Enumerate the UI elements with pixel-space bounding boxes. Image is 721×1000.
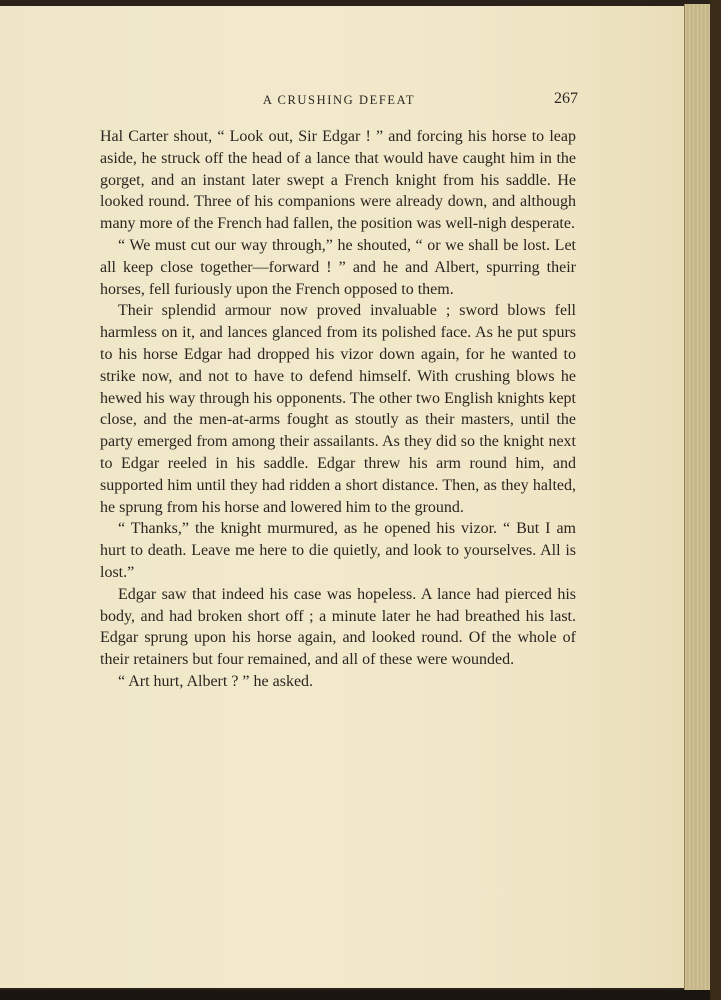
- paragraph-6: “ Art hurt, Albert ? ” he asked.: [118, 672, 314, 690]
- page-header: [100, 90, 578, 110]
- paragraph-2: “ We must cut our way through,” he shouted, “ or we shall be lost. Let all keep close together—forward ! ” and he and Albert, spurring their horses, fell furiously upon the French opposed to them.: [100, 236, 576, 298]
- paragraph-5: Edgar saw that indeed his case was hopeless. A lance had pierced his body, and had broken short off ; a minute later he had breathed his last. Edgar sprung upon his horse again, and looked round. Of the whole of their retainers but four remained, and all of these were wounded.: [100, 585, 576, 669]
- body-text: [100, 126, 576, 693]
- book-cover-edge: [710, 0, 721, 1000]
- page-edges: [684, 4, 711, 990]
- paragraph-1: Hal Carter shout, “ Look out, Sir Edgar ! ” and forcing his horse to leap aside, he struck off the head of a lance that would have caught him in the gorget, and an instant later swept a French knight from his saddle. He looked round. Three of his companions were already down, and although many more of the French had fallen, the position was well-nigh desperate.: [100, 128, 576, 233]
- running-title: A CRUSHING DEFEAT: [262, 93, 416, 107]
- paragraph-3: Their splendid armour now proved invaluable ; sword blows fell harmless on it, and lances glanced from its polished face. As he put spurs to his horse Edgar had dropped his vizor down again, for he wanted to strike now, and not to have to defend himself. With crushing blows he hewed his way through his opponents. The other two English knights kept close, and the men-at-arms fought as stoutly as their masters, until the party emerged from among their assailants. As they did so the knight next to Edgar reeled in his saddle. Edgar threw his arm round him, and supported him until they had ridden a short distance. Then, as they halted, he sprung from his horse and lowered him to the ground.: [100, 302, 576, 516]
- paragraph-4: “ Thanks,” the knight murmured, as he opened his vizor. “ But I am hurt to death. Leave me here to die quietly, and look to yourselves. All is lost.”: [100, 520, 576, 581]
- page-number: 267: [554, 90, 578, 107]
